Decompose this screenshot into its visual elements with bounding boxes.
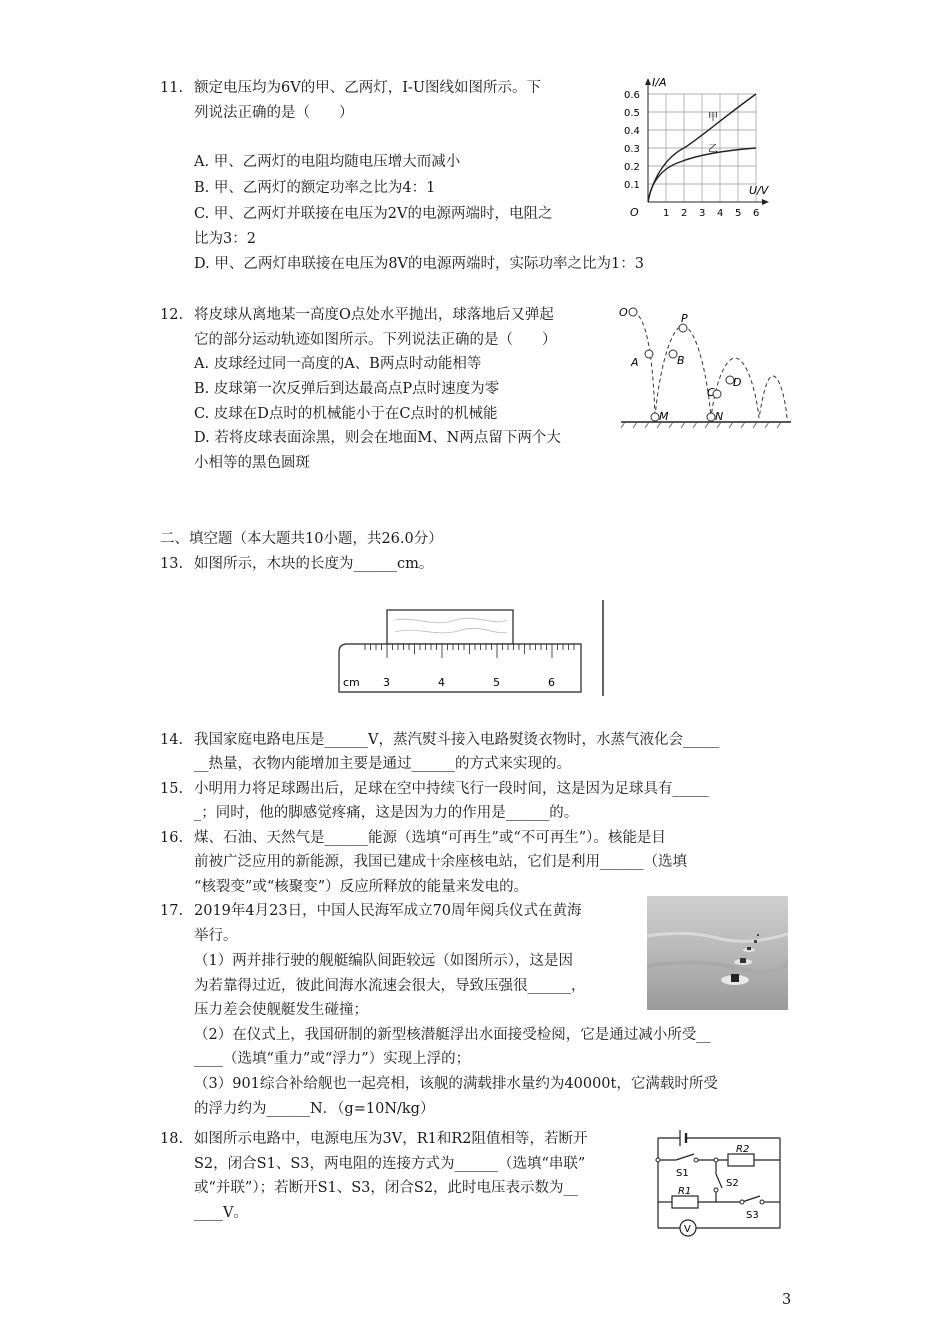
wood-block	[387, 610, 513, 644]
resistor-r1	[672, 1196, 698, 1208]
ruler-tick-label: 4	[438, 676, 445, 689]
q17-line6: （2）在仪式上，我国研制的新型核潜艇浮出水面接受检阅，它是通过减小所受__	[194, 1027, 711, 1043]
voltmeter-label: V	[684, 1224, 691, 1235]
graph-ylabel: I/A	[652, 76, 667, 89]
graph-ytick: 0.6	[624, 90, 640, 101]
graph-origin: O	[630, 206, 639, 219]
r2-label: R2	[736, 1144, 750, 1155]
q15-line1: 小明用力将足球踢出后，足球在空中持续飞行一段时间，这是因为足球具有_____	[194, 781, 709, 797]
point-o-label: O	[619, 306, 628, 319]
q13-text: 如图所示，木块的长度为______cm。	[194, 556, 434, 572]
graph-xlabel: U/V	[749, 184, 769, 197]
q18-line2: S2，闭合S1、S3，两电阻的连接方式为______（选填“串联”	[194, 1156, 586, 1172]
q12-option-c: C. 皮球在D点时的机械能小于在C点时的机械能	[194, 406, 498, 422]
q16-number: 16.	[160, 830, 184, 846]
graph-xtick: 4	[717, 208, 724, 219]
q12-number: 12.	[160, 307, 184, 323]
q18-line1: 如图所示电路中，电源电压为3V，R1和R2阻值相等，若断开	[194, 1131, 588, 1147]
graph-xtick: 3	[699, 208, 706, 219]
ruler-tick-label: 5	[493, 676, 500, 689]
ball-trajectory-figure	[615, 300, 795, 436]
resistor-r2	[728, 1154, 754, 1166]
graph-xtick: 6	[753, 208, 760, 219]
graph-xtick: 5	[735, 208, 742, 219]
point-a-label: A	[631, 356, 639, 369]
ruler-tick-label: 6	[548, 676, 555, 689]
q12-option-d-line1: D. 若将皮球表面涂黑，则会在地面M、N两点留下两个大	[194, 430, 561, 446]
q17-line2: 举行。	[194, 928, 238, 944]
q15-number: 15.	[160, 781, 184, 797]
graph-xtick: 2	[681, 208, 688, 219]
q13-number: 13.	[160, 556, 184, 572]
graph-ytick: 0.1	[624, 180, 640, 191]
q17-line3: （1）两并排行驶的舰艇编队间距较远（如图所示），这是因	[194, 953, 573, 969]
q14-line1: 我国家庭电路电压是______V，蒸汽熨斗接入电路熨烫衣物时，水蒸气液化会_____	[194, 732, 720, 748]
q12-stem-line2: 它的部分运动轨迹如图所示。下列说法正确的是（ ）	[194, 332, 557, 348]
q12-option-b: B. 皮球第一次反弹后到达最高点P点时速度为零	[194, 381, 500, 397]
curve-label-jia: 甲	[708, 112, 718, 123]
q17-line7: ____（选填“重力”或“浮力”）实现上浮的；	[194, 1051, 471, 1067]
s2-label: S2	[726, 1178, 739, 1189]
q11-option-d: D. 甲、乙两灯串联接在电压为8V的电源两端时，实际功率之比为1：3	[194, 256, 644, 272]
curve-label-yi: 乙	[708, 144, 718, 155]
warship-photo	[647, 896, 788, 1010]
q12-option-a: A. 皮球经过同一高度的A、B两点时动能相等	[194, 356, 482, 372]
graph-xtick: 1	[663, 208, 670, 219]
q17-line1: 2019年4月23日，中国人民海军成立70周年阅兵仪式在黄海	[194, 903, 582, 919]
point-p-label: P	[681, 312, 688, 325]
point-c-label: C	[707, 386, 715, 399]
s1-label: S1	[676, 1168, 689, 1179]
point-m-label: M	[659, 410, 669, 423]
q11-option-c-line1: C. 甲、乙两灯并联接在电压为2V的电源两端时，电阻之	[194, 206, 553, 222]
q12-stem-line1: 将皮球从离地某一高度O点处水平抛出，球落地后又弹起	[194, 307, 554, 323]
r1-label: R1	[678, 1186, 692, 1197]
q14-number: 14.	[160, 732, 184, 748]
q18-line4: ____V。	[194, 1205, 248, 1221]
q16-line1: 煤、石油、天然气是______能源（选填“可再生”或“不可再生”）。核能是目	[194, 830, 666, 846]
q17-line9: 的浮力约为______N．（g=10N/kg）	[194, 1101, 435, 1117]
point-n-label: N	[715, 410, 724, 423]
q11-option-b: B. 甲、乙两灯的额定功率之比为4：1	[194, 180, 436, 196]
ruler-figure	[335, 598, 615, 698]
q11-stem-line1: 额定电压均为6V的甲、乙两灯，I-U图线如图所示。下	[194, 80, 542, 96]
q14-line2: __热量，衣物内能增加主要是通过______的方式来实现的。	[194, 756, 571, 772]
section-heading: 二、填空题（本大题共10小题，共26.0分）	[160, 531, 443, 547]
graph-ytick: 0.4	[624, 126, 640, 137]
q11-stem-line2: 列说法正确的是（ ）	[194, 105, 354, 121]
page-number: 3	[782, 1292, 792, 1308]
q11-number: 11.	[160, 80, 184, 96]
q16-line3: “核裂变”或“核聚变”）反应所释放的能量来发电的。	[194, 879, 529, 895]
q11-option-c-line2: 比为3：2	[194, 231, 256, 247]
q17-line4: 为若靠得过近，彼此间海水流速会很大，导致压强很______，	[194, 978, 586, 994]
q17-line5: 压力差会使舰艇发生碰撞；	[194, 1002, 368, 1018]
q17-number: 17.	[160, 903, 184, 919]
q16-line2: 前被广泛应用的新能源，我国已建成十余座核电站，它们是利用______（选填	[194, 854, 687, 870]
graph-ytick: 0.2	[624, 162, 640, 173]
ruler-unit: cm	[343, 676, 360, 689]
iu-graph	[620, 76, 770, 224]
q12-option-d-line2: 小相等的黑色圆斑	[194, 455, 310, 471]
point-b-label: B	[677, 354, 685, 367]
s3-label: S3	[746, 1210, 759, 1221]
q11-option-a: A. 甲、乙两灯的电阻均随电压增大而减小	[194, 154, 461, 170]
q15-line2: _；同时，他的脚感觉疼痛，这是因为力的作用是______的。	[194, 805, 579, 821]
point-d-label: D	[733, 376, 742, 389]
q17-line8: （3）901综合补给舰也一起亮相，该舰的满载排水量约为40000t，它满载时所受	[194, 1076, 718, 1092]
ruler-tick-label: 3	[383, 676, 390, 689]
circuit-diagram	[650, 1124, 790, 1242]
graph-ytick: 0.3	[624, 144, 640, 155]
q18-line3: 或“并联”）；若断开S1、S3，闭合S2，此时电压表示数为__	[194, 1180, 579, 1196]
q18-number: 18.	[160, 1131, 184, 1147]
graph-ytick: 0.5	[624, 108, 640, 119]
